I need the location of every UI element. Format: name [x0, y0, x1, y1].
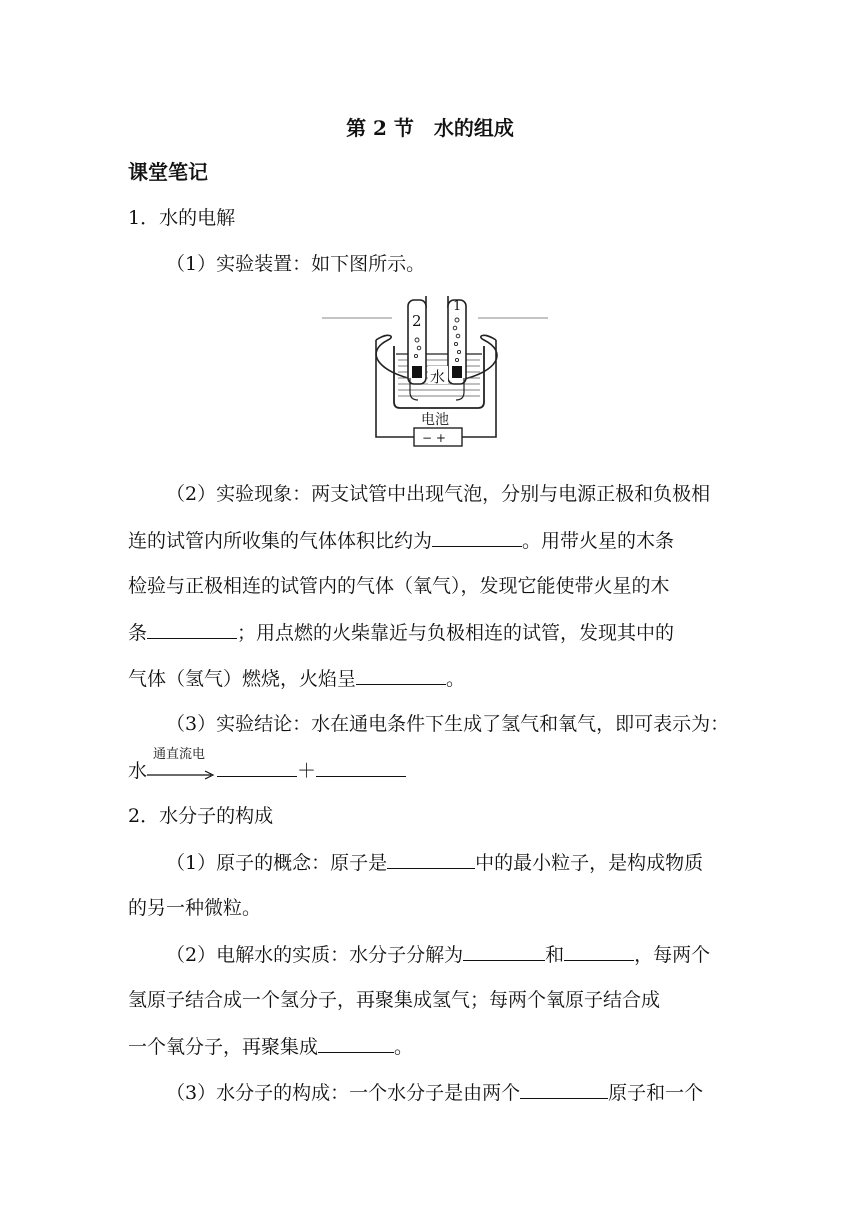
electrolysis-essence-line-1	[166, 942, 710, 967]
phenomenon-line-5	[128, 666, 465, 691]
answer-blank-oxygen[interactable]	[318, 1034, 394, 1053]
molecule-structure-line-1	[166, 1080, 703, 1105]
atom-text: （1）原子的概念：原子是	[166, 852, 388, 874]
phenomenon-text: 。	[446, 668, 466, 690]
tube-label-1: 1	[453, 299, 462, 314]
structure-text: （3）水分子的构成：一个水分子是由两个	[166, 1082, 521, 1104]
answer-blank-volume-ratio[interactable]	[432, 528, 522, 547]
phenomenon-line-1: （2）实验现象：两支试管中出现气泡，分别与电源正极和负极相	[166, 483, 711, 505]
conclusion-equation	[128, 747, 406, 783]
electrolysis-apparatus-diagram	[318, 292, 550, 454]
setup-text: （1）实验装置：如下图所示。	[166, 253, 426, 275]
electrolysis-essence-line-3	[128, 1034, 413, 1059]
electrolysis-essence-line-2: 氢原子结合成一个氢分子，再聚集成氢气；每两个氧原子结合成	[128, 989, 661, 1011]
conclusion-line-1: （3）实验结论：水在通电条件下生成了氢气和氧气，即可表示为：	[166, 713, 730, 735]
answer-blank-flame-color[interactable]	[356, 666, 446, 685]
answer-blank-product-2[interactable]	[316, 758, 406, 777]
page-title: 第 2 节 水的组成	[346, 116, 514, 140]
reaction-condition: 通直流电	[153, 747, 206, 762]
answer-blank-atom[interactable]	[387, 850, 475, 869]
phenomenon-line-3: 检验与正极相连的试管内的气体（氧气），发现它能使带火星的木	[128, 575, 670, 597]
phenomenon-text: 。用带火星的木条	[522, 530, 675, 552]
atom-text: 中的最小粒子，是构成物质	[475, 852, 704, 874]
heading-water-molecule: 2．水分子的构成	[128, 805, 274, 827]
answer-blank-splint[interactable]	[147, 620, 237, 639]
equation-plus: ＋	[297, 760, 317, 782]
reaction-arrow	[147, 747, 217, 782]
phenomenon-line-4	[128, 620, 674, 645]
tube-label-2: 2	[412, 312, 422, 330]
essence-text: ，每两个	[634, 944, 711, 966]
answer-blank-h-atom[interactable]	[463, 942, 545, 961]
essence-text: 一个氧分子，再聚集成	[128, 1036, 319, 1058]
phenomenon-text: 条	[128, 622, 148, 644]
phenomenon-text: 气体（氢气）燃烧，火焰呈	[128, 668, 357, 690]
atom-line-2: 的另一种微粒。	[128, 897, 262, 919]
section-heading: 课堂笔记	[128, 160, 208, 184]
essence-text: 。	[394, 1036, 414, 1058]
phenomenon-text: ；用点燃的火柴靠近与负极相连的试管，发现其中的	[237, 622, 675, 644]
essence-text: （2）电解水的实质：水分子分解为	[166, 944, 464, 966]
phenomenon-text: 连的试管内所收集的气体体积比约为	[128, 530, 433, 552]
heading-electrolysis: 1．水的电解	[128, 207, 236, 229]
water-label: 水	[430, 368, 446, 386]
answer-blank-hydrogen-atom[interactable]	[520, 1080, 608, 1099]
atom-line-1	[166, 850, 703, 875]
essence-text: 和	[545, 944, 565, 966]
answer-blank-o-atom[interactable]	[564, 942, 634, 961]
battery-polarity: − +	[422, 431, 446, 445]
arrow-icon	[147, 770, 217, 780]
structure-text: 原子和一个	[608, 1082, 704, 1104]
phenomenon-line-2	[128, 528, 674, 553]
answer-blank-product-1[interactable]	[217, 758, 297, 777]
equation-water: 水	[128, 760, 148, 782]
battery-label: 电池	[421, 412, 449, 428]
